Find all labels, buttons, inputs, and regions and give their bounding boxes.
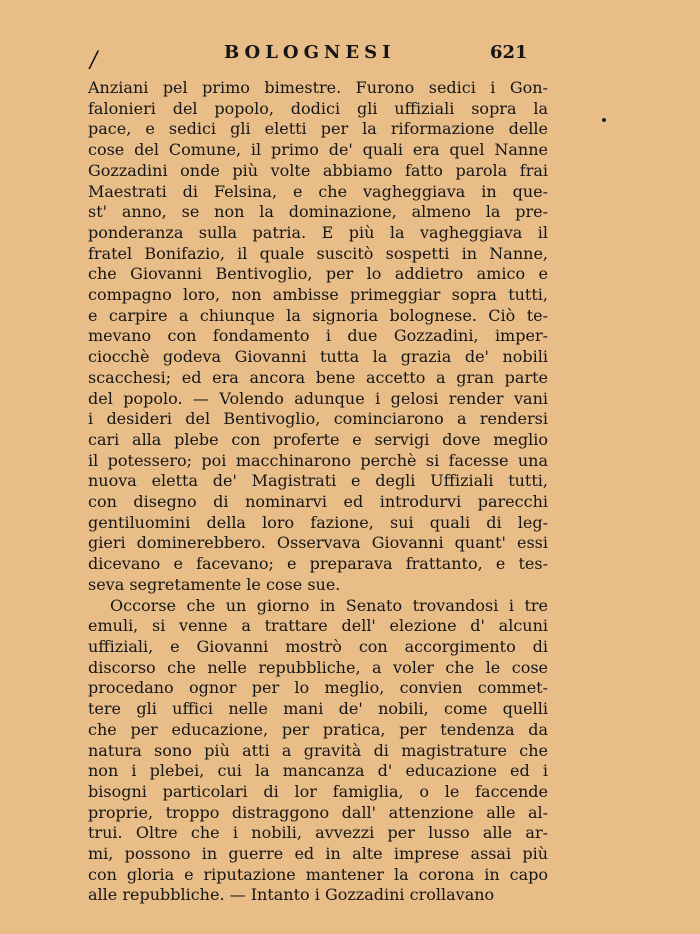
text-line: scacchesi; ed era ancora bene accetto a gran parte <box>88 367 548 387</box>
running-header-title: BOLOGNESI <box>224 42 396 63</box>
text-line: dicevano e facevano; e preparava frattanto, e tes- <box>88 554 548 574</box>
text-line: pace, e sedici gli eletti per la riformazione delle <box>88 119 548 139</box>
text-line: fratel Bonifazio, il quale suscitò sospetti in Nanne, <box>88 243 548 263</box>
text-line: falonieri del popolo, dodici gli uffiziali sopra la <box>88 98 548 118</box>
text-line: procedano ognor per lo meglio, convien commet- <box>88 678 548 698</box>
text-line: Anziani pel primo bimestre. Furono sedici i Gon- <box>88 78 548 97</box>
text-line: Occorse che un giorno in Senato trovandosi i tre <box>110 595 548 615</box>
text-line: nuova eletta de' Magistrati e degli Uffiziali tutti, <box>88 471 548 491</box>
text-line: del popolo. — Volendo adunque i gelosi render vani <box>88 388 548 408</box>
text-line: seva segretamente le cose sue. <box>88 574 341 594</box>
text-line: emuli, si venne a trattare dell' elezione d' alcuni <box>88 616 548 636</box>
margin-mark: / <box>90 48 98 73</box>
text-line: con gloria e riputazione mantener la corona in capo <box>88 864 548 884</box>
text-line: compagno loro, non ambisse primeggiar sopra tutti, <box>88 285 548 305</box>
text-line: st' anno, se non la dominazione, almeno la pre- <box>88 202 548 222</box>
text-line: ponderanza sulla patria. E più la vagheggiava il <box>88 222 548 242</box>
paragraph <box>88 596 548 907</box>
paragraph <box>88 78 548 596</box>
text-line: alle repubbliche. — Intanto i Gozzadini crollavano <box>88 885 495 905</box>
text-line: discorso che nelle repubbliche, a voler che le cose <box>88 657 548 677</box>
text-line: Maestrati di Felsina, e che vagheggiava in que- <box>88 181 548 201</box>
text-line: trui. Oltre che i nobili, avvezzi per lusso alle ar- <box>88 823 548 843</box>
text-line: proprie, troppo distraggono dall' attenzione alle al- <box>88 802 548 822</box>
text-line: il potessero; poi macchinarono perchè si facesse una <box>88 450 548 470</box>
text-line: cose del Comune, il primo de' quali era quel Nanne <box>88 140 548 160</box>
text-line: i desideri del Bentivoglio, cominciarono a rendersi <box>88 409 548 429</box>
text-line: gieri dominerebbero. Osservava Giovanni quant' essi <box>88 533 548 553</box>
page-number: 621 <box>490 42 528 63</box>
text-line: gentiluomini della loro fazione, sui quali di leg- <box>88 512 548 532</box>
text-line: uffiziali, e Giovanni mostrò con accorgimento di <box>88 636 548 656</box>
text-line: Gozzadini onde più volte abbiamo fatto parola frai <box>88 160 548 180</box>
text-line: non i plebei, cui la mancanza d' educazione ed i <box>88 761 548 781</box>
paper-speck <box>602 118 606 122</box>
text-line: cari alla plebe con proferte e servigi dove meglio <box>88 429 548 449</box>
text-line: con disegno di nominarvi ed introdurvi parecchi <box>88 492 548 512</box>
text-line: tere gli uffici nelle mani de' nobili, come quelli <box>88 699 548 719</box>
text-line: mi, possono in guerre ed in alte imprese assai più <box>88 844 548 864</box>
text-line: che per educazione, per pratica, per tendenza da <box>88 719 548 739</box>
text-line: che Giovanni Bentivoglio, per lo addietro amico e <box>88 264 548 284</box>
text-line: mevano con fondamento i due Gozzadini, imper- <box>88 326 548 346</box>
text-line: bisogni particolari di lor famiglia, o le faccende <box>88 781 548 801</box>
text-line: e carpire a chiunque la signoria bolognese. Ciò te- <box>88 305 548 325</box>
text-line: natura sono più atti a gravità di magistrature che <box>88 740 548 760</box>
text-line: ciocchè godeva Giovanni tutta la grazia de' nobili <box>88 347 548 367</box>
body-text <box>88 78 548 906</box>
